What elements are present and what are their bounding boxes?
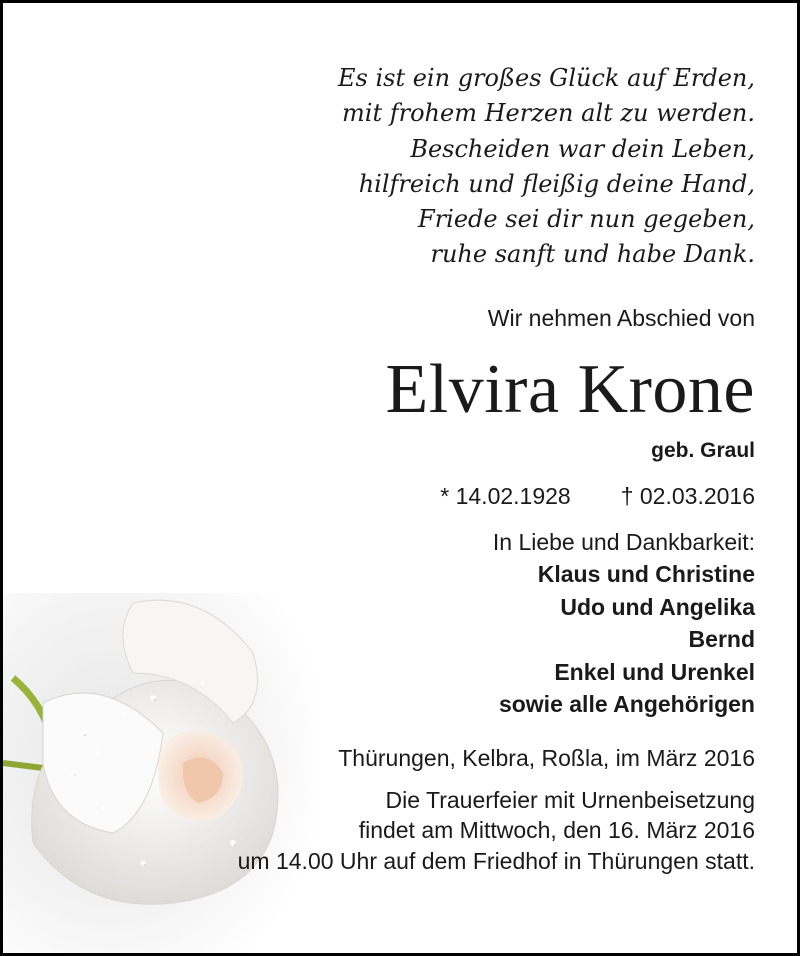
mourner-name: Klaus und Christine	[537, 561, 755, 588]
poem-line: Friede sei dir nun gegeben,	[418, 205, 755, 234]
birth-date: * 14.02.1928	[440, 482, 571, 509]
poem-line: mit frohem Herzen alt zu werden.	[342, 99, 755, 128]
poem-line: ruhe sanft und habe Dank.	[430, 240, 755, 269]
poem-line: hilfreich und fleißig deine Hand,	[358, 169, 755, 198]
funeral-service-info	[55, 785, 755, 877]
deceased-name: Elvira Krone	[385, 350, 755, 428]
mourner-name: sowie alle Angehörigen	[498, 691, 755, 718]
birth-name: geb. Graul	[651, 438, 755, 462]
service-line: Die Trauerfeier mit Urnenbeisetzung	[385, 786, 755, 813]
mourner-name: Enkel und Urenkel	[554, 658, 755, 685]
life-dates	[55, 483, 755, 510]
service-line: um 14.00 Uhr auf dem Friedhof in Thürungen statt.	[237, 847, 755, 874]
notice-text	[55, 61, 755, 876]
poem-line: Bescheiden war dein Leben,	[410, 134, 755, 163]
mourner-name: Bernd	[688, 626, 755, 653]
memorial-poem	[55, 61, 755, 273]
service-line: findet am Mittwoch, den 16. März 2016	[358, 817, 755, 844]
mourners-list	[55, 526, 755, 721]
death-date: † 02.03.2016	[620, 482, 755, 509]
poem-line: Es ist ein großes Glück auf Erden,	[338, 64, 755, 92]
farewell-intro: Wir nehmen Abschied von	[487, 304, 755, 331]
mourner-name: Udo und Angelika	[560, 593, 755, 620]
place-and-date: Thürungen, Kelbra, Roßla, im März 2016	[338, 744, 755, 771]
mourners-heading: In Liebe und Dankbarkeit:	[492, 528, 755, 555]
